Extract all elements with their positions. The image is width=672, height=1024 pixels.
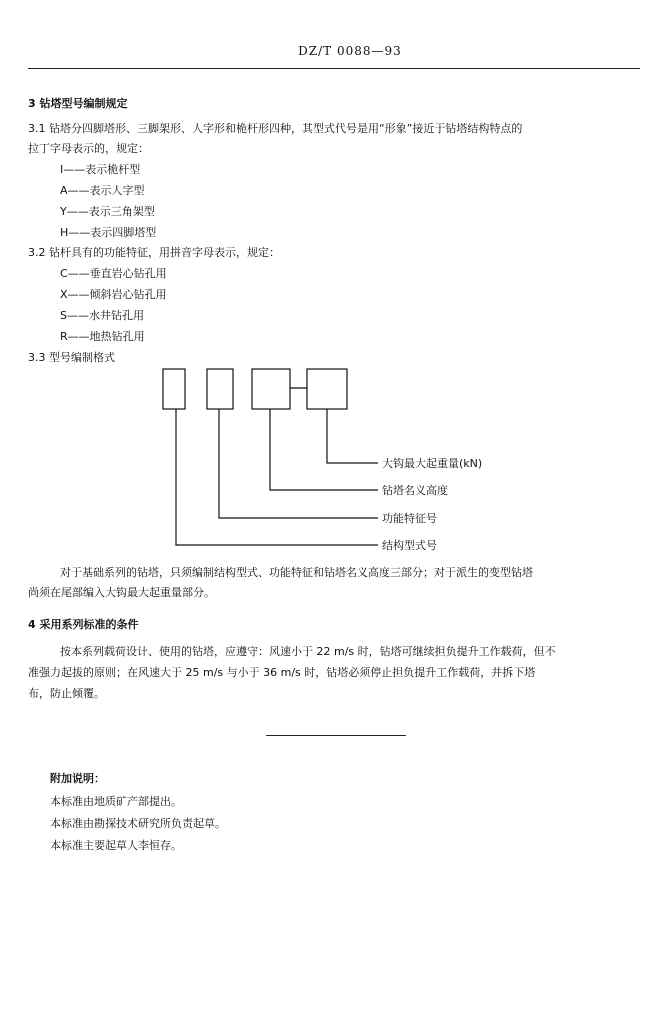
- appendix-line: 本标准由地质矿产部提出。: [50, 795, 182, 808]
- height-code-box: [252, 369, 290, 409]
- appendix-line: 本标准由勘探技术研究所负责起草。: [50, 817, 226, 830]
- clause-3-1-line2: 拉丁字母表示的，规定：: [28, 142, 149, 155]
- note-line1: 对于基础系列的钻塔，只须编制结构型式、功能特征和钻塔名义高度三部分；对于派生的变型钻塔: [60, 566, 533, 579]
- page-header: DZ/T 0088—93: [298, 44, 402, 58]
- leader-height: [270, 409, 378, 490]
- function-item: S——水井钻孔用: [60, 309, 144, 322]
- leader-structure: [176, 409, 378, 545]
- note-line2: 尚须在尾部编入大钩最大起重量部分。: [28, 586, 215, 599]
- clause-3-2: 3.2 钻杆具有的功能特征，用拼音字母表示，规定：: [28, 246, 280, 259]
- section-4-line2: 准强力起拔的原则；在风速大于 25 m/s 与小于 36 m/s 时，钻塔必须停止担负提升工作载荷，并拆下塔: [28, 666, 536, 679]
- appendix-line: 本标准主要起草人李恒存。: [50, 839, 182, 852]
- section-3-title: 3 钻塔型号编制规定: [28, 97, 128, 110]
- diagram-label-height: 钻塔名义高度: [382, 484, 448, 497]
- function-item: X——倾斜岩心钻孔用: [60, 288, 167, 301]
- load-code-box: [307, 369, 347, 409]
- diagram-label-structure: 结构型式号: [382, 539, 437, 552]
- structure-code-box: [163, 369, 185, 409]
- clause-3-1-line1: 3.1 钻塔分四脚塔形、三脚架形、人字形和桅杆形四种，其型式代号是用“形象”接近于钻塔结构特点的: [28, 122, 523, 135]
- diagram-label-function: 功能特征号: [382, 512, 437, 525]
- diagram-label-load: 大钩最大起重量(kN): [382, 457, 483, 470]
- section-4-line3: 布，防止倾覆。: [28, 687, 105, 700]
- function-item: R——地热钻孔用: [60, 330, 145, 343]
- clause-3-3: 3.3 型号编制格式: [28, 351, 115, 364]
- type-item: H——表示四脚塔型: [60, 226, 157, 239]
- function-item: C——垂直岩心钻孔用: [60, 267, 167, 280]
- end-rule: [266, 735, 406, 736]
- appendix-title: 附加说明：: [50, 772, 105, 785]
- type-item: Y——表示三角架型: [60, 205, 155, 218]
- type-item: I——表示桅杆型: [60, 163, 141, 176]
- section-4-line1: 按本系列载荷设计、使用的钻塔，应遵守：风速小于 22 m/s 时，钻塔可继续担负提升工作载荷，但不: [60, 645, 556, 658]
- function-code-box: [207, 369, 233, 409]
- section-4-title: 4 采用系列标准的条件: [28, 618, 139, 631]
- leader-load: [327, 409, 378, 463]
- type-item: A——表示人字型: [60, 184, 145, 197]
